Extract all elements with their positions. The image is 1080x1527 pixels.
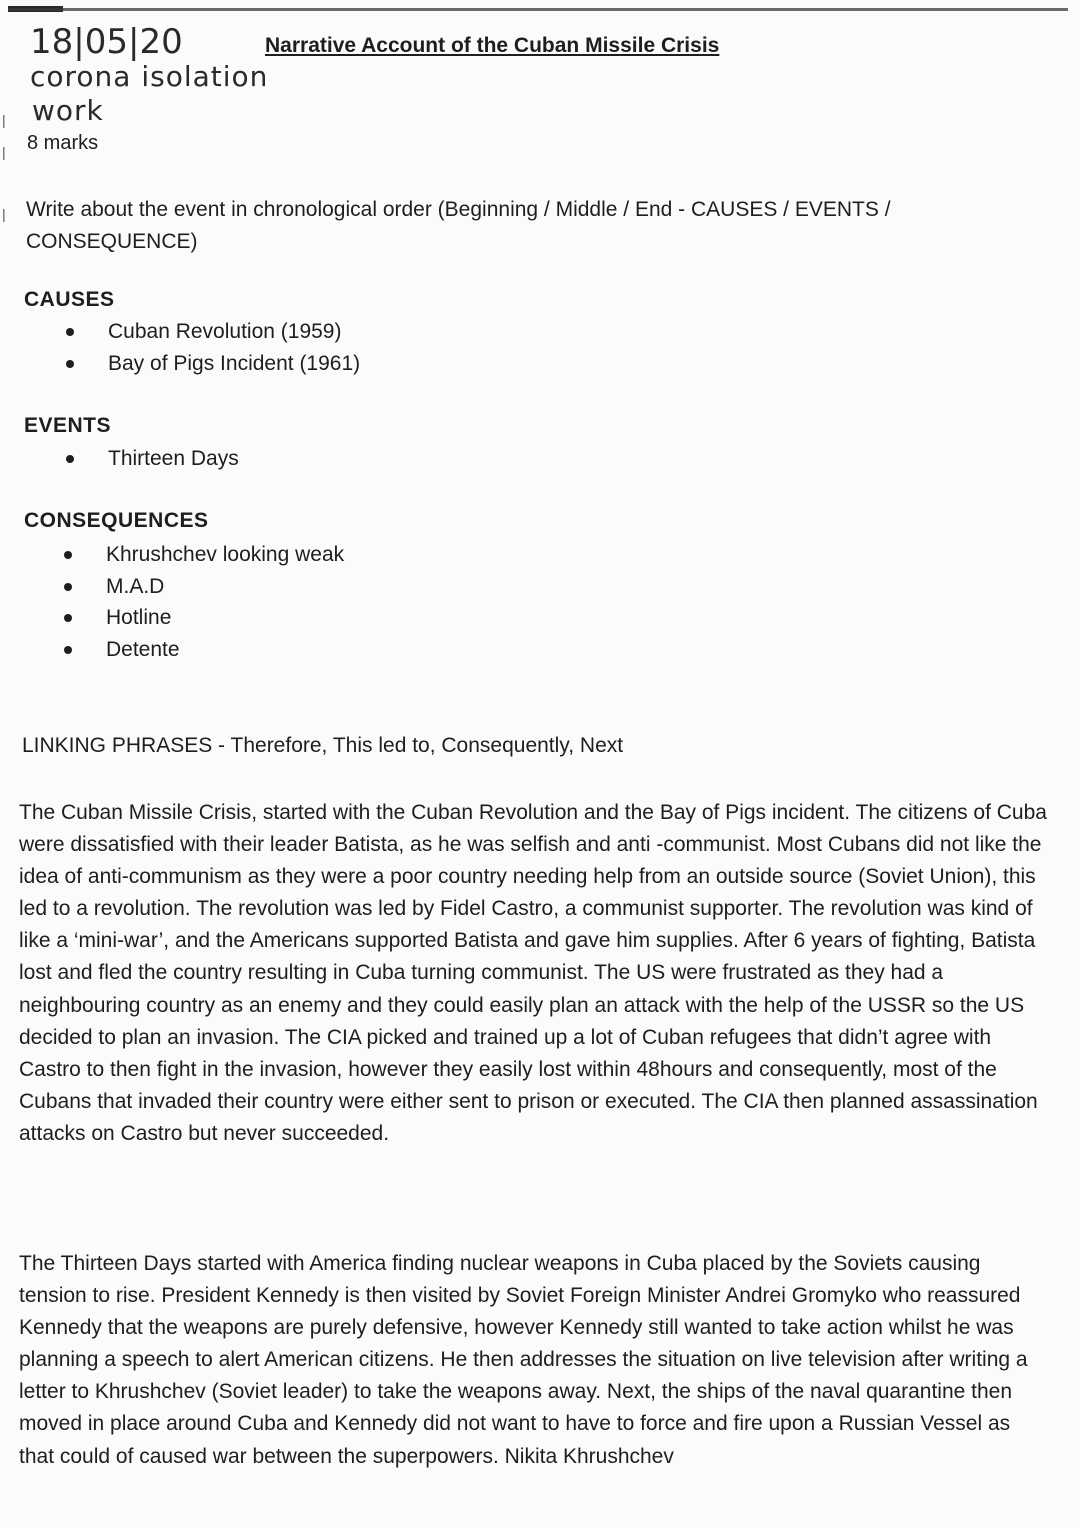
document-title: Narrative Account of the Cuban Missile Crisis bbox=[265, 34, 720, 57]
bullet-icon bbox=[64, 551, 72, 559]
events-list bbox=[66, 443, 239, 475]
narrative-paragraph-causes: The Cuban Missile Crisis, started with the Cuban Revolution and the Bay of Pigs incident. The citizens of Cuba were dissatisfied with their leader Batista, as he was selfish and anti -communist. Most Cubans did not like the idea of anti-communism as they were a poor country needing help from an outside source (Soviet Union), this led to a revolution. The revolution was led by Fidel Castro, a communist supporter. The revolution was kind of like a ‘mini-war’, and the Americans supported Batista and gave him supplies. After 6 years of fighting, Batista lost and fled the country resulting in Cuba turning communist. The US were frustrated as they had a neighbouring country as an enemy and they could easily plan an attack with the help of the USSR so the US decided to plan an invasion. The CIA picked and trained up a lot of Cuban refugees that didn’t agree with Castro to then fight in the invasion, however they easily lost within 48hours and consequently, most of the Cubans that invaded their country were either sent to prison or executed. The CIA then planned assassination attacks on Castro but never succeeded. bbox=[19, 801, 1047, 1145]
bullet-icon bbox=[66, 455, 74, 463]
narrative-paragraph-events: The Thirteen Days started with America finding nuclear weapons in Cuba placed by the Soviets causing tension to rise. President Kennedy is then visited by Soviet Foreign Minister Andrei Gromyko who reassured Kennedy that the weapons are purely defensive, however Kennedy still wanted to take action whilst he was planning a speech to alert American citizens. He then addresses the situation on live television after writing a letter to Khrushchev (Soviet leader) to take the weapons away. Next, the ships of the naval quarantine then moved in place around Cuba and Kennedy did not want to have to force and fire upon a Russian Vessel as that could of caused war between the superpowers. Nikita Khrushchev bbox=[19, 1252, 1028, 1468]
consequences-list bbox=[64, 539, 344, 665]
list-item bbox=[66, 443, 239, 475]
margin-tick: | bbox=[2, 144, 6, 160]
handwritten-note-line: corona isolation bbox=[30, 60, 269, 93]
list-item bbox=[64, 602, 344, 634]
page-top-rule bbox=[8, 8, 1068, 11]
list-item bbox=[66, 316, 360, 348]
bullet-icon bbox=[66, 328, 74, 336]
margin-tick: | bbox=[2, 112, 6, 128]
list-item-text: Bay of Pigs Incident (1961) bbox=[108, 351, 361, 375]
events-heading: EVENTS bbox=[24, 414, 112, 437]
bullet-icon bbox=[66, 360, 74, 368]
bullet-icon bbox=[64, 646, 72, 654]
task-instructions: Write about the event in chronological order (Beginning / Middle / End - CAUSES / EVENTS / CONSEQUENCE) bbox=[26, 198, 891, 253]
handwritten-date: 18|05|20 bbox=[30, 22, 183, 62]
marks-label: 8 marks bbox=[27, 132, 99, 154]
list-item bbox=[64, 634, 344, 666]
margin-tick: | bbox=[2, 206, 6, 222]
list-item-text: Cuban Revolution (1959) bbox=[108, 320, 342, 343]
linking-phrases: LINKING PHRASES - Therefore, This led to, Consequently, Next bbox=[22, 734, 624, 757]
causes-list bbox=[66, 316, 360, 379]
bullet-icon bbox=[64, 583, 72, 591]
bullet-icon bbox=[64, 614, 72, 622]
list-item-text: Khrushchev looking weak bbox=[106, 543, 345, 566]
list-item-text: M.A.D bbox=[106, 574, 165, 598]
list-item-text: Hotline bbox=[106, 606, 172, 629]
list-item bbox=[66, 348, 360, 380]
list-item-text: Detente bbox=[106, 637, 180, 661]
consequences-heading: CONSEQUENCES bbox=[24, 509, 209, 532]
list-item bbox=[64, 571, 344, 603]
list-item-text: Thirteen Days bbox=[108, 447, 239, 470]
handwritten-note-line: work bbox=[32, 94, 104, 127]
causes-heading: CAUSES bbox=[24, 288, 115, 311]
list-item bbox=[64, 539, 344, 571]
